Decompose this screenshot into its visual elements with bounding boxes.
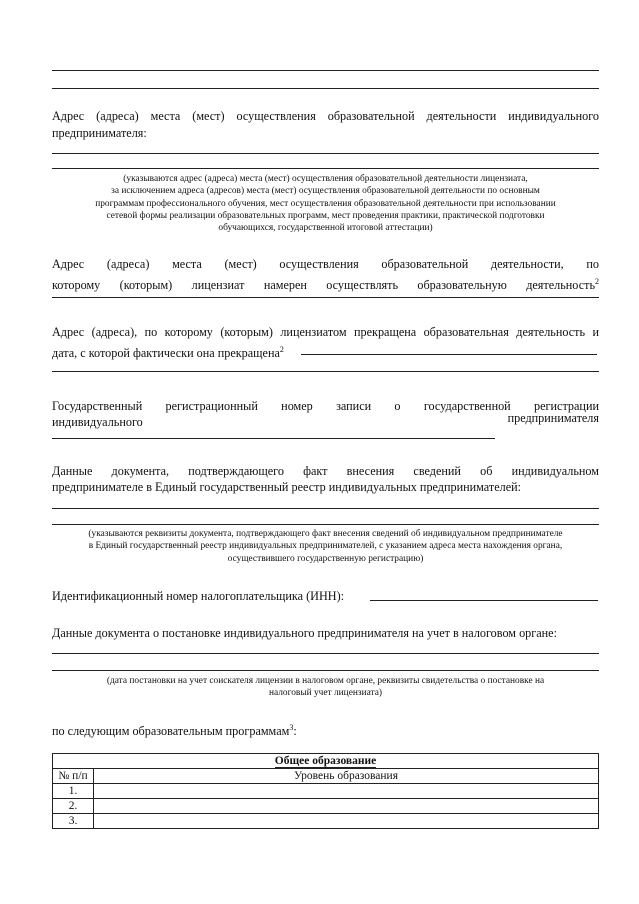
inn-line[interactable] <box>370 600 598 601</box>
blank-line-top-2[interactable] <box>52 88 599 89</box>
address-line-2[interactable] <box>52 168 599 169</box>
tax-document-label: Данные документа о постановке индивидуального предпринимателя на учет в налоговом органе: <box>52 626 557 640</box>
intended-address-line1: Адрес (адреса) места (мест) осуществления образовательной деятельности, по <box>52 257 599 271</box>
registry-document-line1: Данные документа, подтверждающего факт внесения сведений об индивидуальном <box>52 464 599 478</box>
address-note: (указываются адрес (адреса) места (мест) осуществления образовательной деятельности лицензиата, за исключением адреса (адресов) места (мест) осуществления образовательной деятельности по основным программам профессионального обучения, мест осуществления образовательной деятельности при использовании сетевой формы реализации образовательных программ, мест проведения практики, практической подготовки обучающихся, государственной итоговой аттестации) <box>95 174 556 234</box>
blank-line-top-1[interactable] <box>52 70 599 71</box>
registration-number-line2-left: индивидуального <box>52 415 143 429</box>
table-title: Общее образование <box>53 754 599 769</box>
row-level-cell[interactable] <box>94 784 599 799</box>
registry-document-note: (указываются реквизиты документа, подтверждающего факт внесения сведений об индивидуальном предпринимателе в Единый государственный реестр индивидуальных предпринимателей, с указанием адреса места нахождения органа, осуществившего государственную регистрацию) <box>88 529 563 564</box>
ceased-date-line[interactable] <box>301 354 597 355</box>
row-number: 1. <box>53 784 94 799</box>
row-number: 3. <box>53 814 94 829</box>
registration-number-line1: Государственный регистрационный номер записи о государственной регистрации <box>52 399 599 413</box>
col-header-num: № п/п <box>53 769 94 784</box>
tax-document-line-2[interactable] <box>52 670 599 671</box>
registration-number-line2-right: предпринимателя <box>507 411 599 425</box>
registry-document-line-1[interactable] <box>52 508 599 509</box>
ceased-address-line2: дата, с которой фактически она прекращена$^2$ <box>52 345 284 361</box>
table-row <box>53 784 599 799</box>
address-line-1[interactable] <box>52 153 599 154</box>
inn-label: Идентификационный номер налогоплательщика (ИНН): <box>52 589 345 603</box>
programs-table <box>52 753 599 829</box>
intended-address-line[interactable] <box>52 297 599 298</box>
registration-number-line[interactable] <box>52 438 495 439</box>
programs-intro: по следующим образовательным программам$^3$: <box>52 723 297 739</box>
table-row <box>53 814 599 829</box>
intended-address-line2: которому (которым) лицензиат намерен осуществлять образовательную деятельность$^2$ <box>52 277 599 293</box>
ceased-address-line[interactable] <box>52 371 599 372</box>
row-number: 2. <box>53 799 94 814</box>
ceased-address-line1: Адрес (адреса), по которому (которым) лицензиатом прекращена образовательная деятельность и <box>52 325 599 339</box>
col-header-level: Уровень образования <box>94 769 599 784</box>
row-level-cell[interactable] <box>94 799 599 814</box>
table-row <box>53 799 599 814</box>
address-label: Адрес (адреса) места (мест) осуществления образовательной деятельности индивидуального предпринимателя: <box>52 109 599 140</box>
tax-document-line-1[interactable] <box>52 653 599 654</box>
registry-document-line-2[interactable] <box>52 524 599 525</box>
row-level-cell[interactable] <box>94 814 599 829</box>
registry-document-line2: предпринимателе в Единый государственный реестр индивидуальных предпринимателей: <box>52 480 522 494</box>
tax-document-note: (дата постановки на учет соискателя лицензии в налоговом органе, реквизиты свидетельства о постановке на налоговый учет лицензиата) <box>106 676 545 699</box>
